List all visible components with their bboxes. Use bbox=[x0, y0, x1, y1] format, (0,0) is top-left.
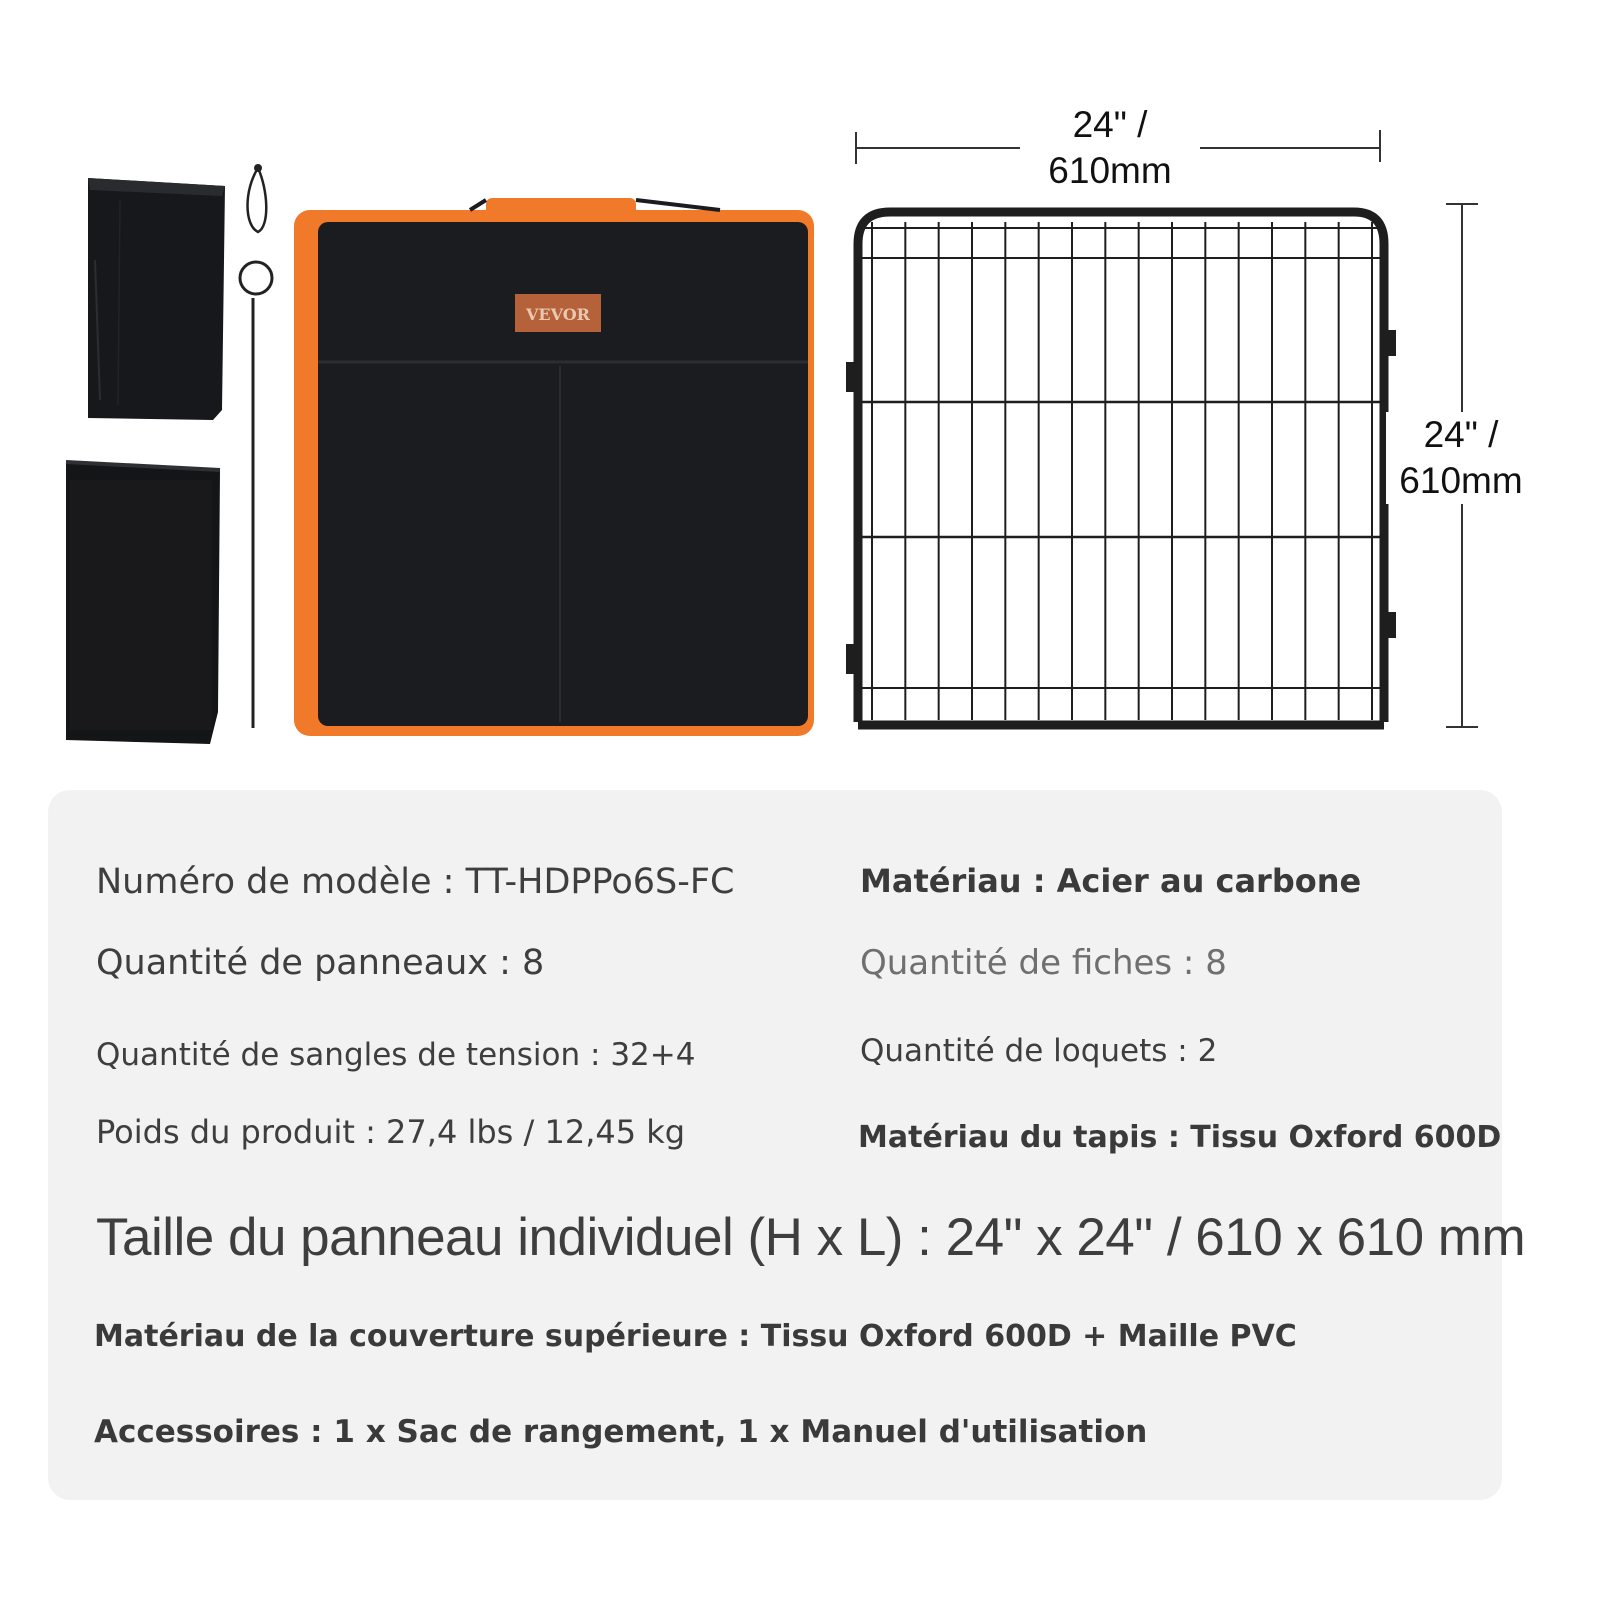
product-illustration bbox=[0, 0, 1600, 780]
spec-material: Matériau : Acier au carbone bbox=[860, 862, 1362, 900]
fence-panel-image bbox=[846, 212, 1396, 725]
folded-mat-image bbox=[88, 178, 225, 420]
spec-panel-size: Taille du panneau individuel (H x L) : 24" x 24" / 610 x 610 mm bbox=[96, 1208, 1526, 1267]
ground-stake-image bbox=[240, 164, 272, 728]
folded-mesh-cover-image bbox=[66, 462, 220, 744]
spec-accessories: Accessoires : 1 x Sac de rangement, 1 x Manuel d'utilisation bbox=[94, 1414, 1148, 1450]
spec-product-weight: Poids du produit : 27,4 lbs / 12,45 kg bbox=[96, 1113, 686, 1151]
spec-cover-material: Matériau de la couverture supérieure : Tissu Oxford 600D + Maille PVC bbox=[94, 1319, 1297, 1354]
spec-panel-count: Quantité de panneaux : 8 bbox=[96, 943, 545, 983]
product-components-graphic bbox=[0, 0, 1600, 780]
spec-latch-count: Quantité de loquets : 2 bbox=[860, 1033, 1218, 1069]
spec-mat-material: Matériau du tapis : Tissu Oxford 600D bbox=[858, 1120, 1502, 1155]
spec-model-number: Numéro de modèle : TT-HDPPo6S-FC bbox=[96, 862, 735, 902]
storage-bag-image bbox=[294, 198, 814, 736]
spec-strap-count: Quantité de sangles de tension : 32+4 bbox=[96, 1037, 696, 1073]
spec-pin-count: Quantité de fiches : 8 bbox=[860, 943, 1227, 983]
panel-height-label: 24" / 610mm bbox=[1386, 412, 1536, 504]
panel-width-label: 24" / 610mm bbox=[1020, 102, 1200, 194]
bag-brand-label: VEVOR bbox=[526, 305, 590, 324]
